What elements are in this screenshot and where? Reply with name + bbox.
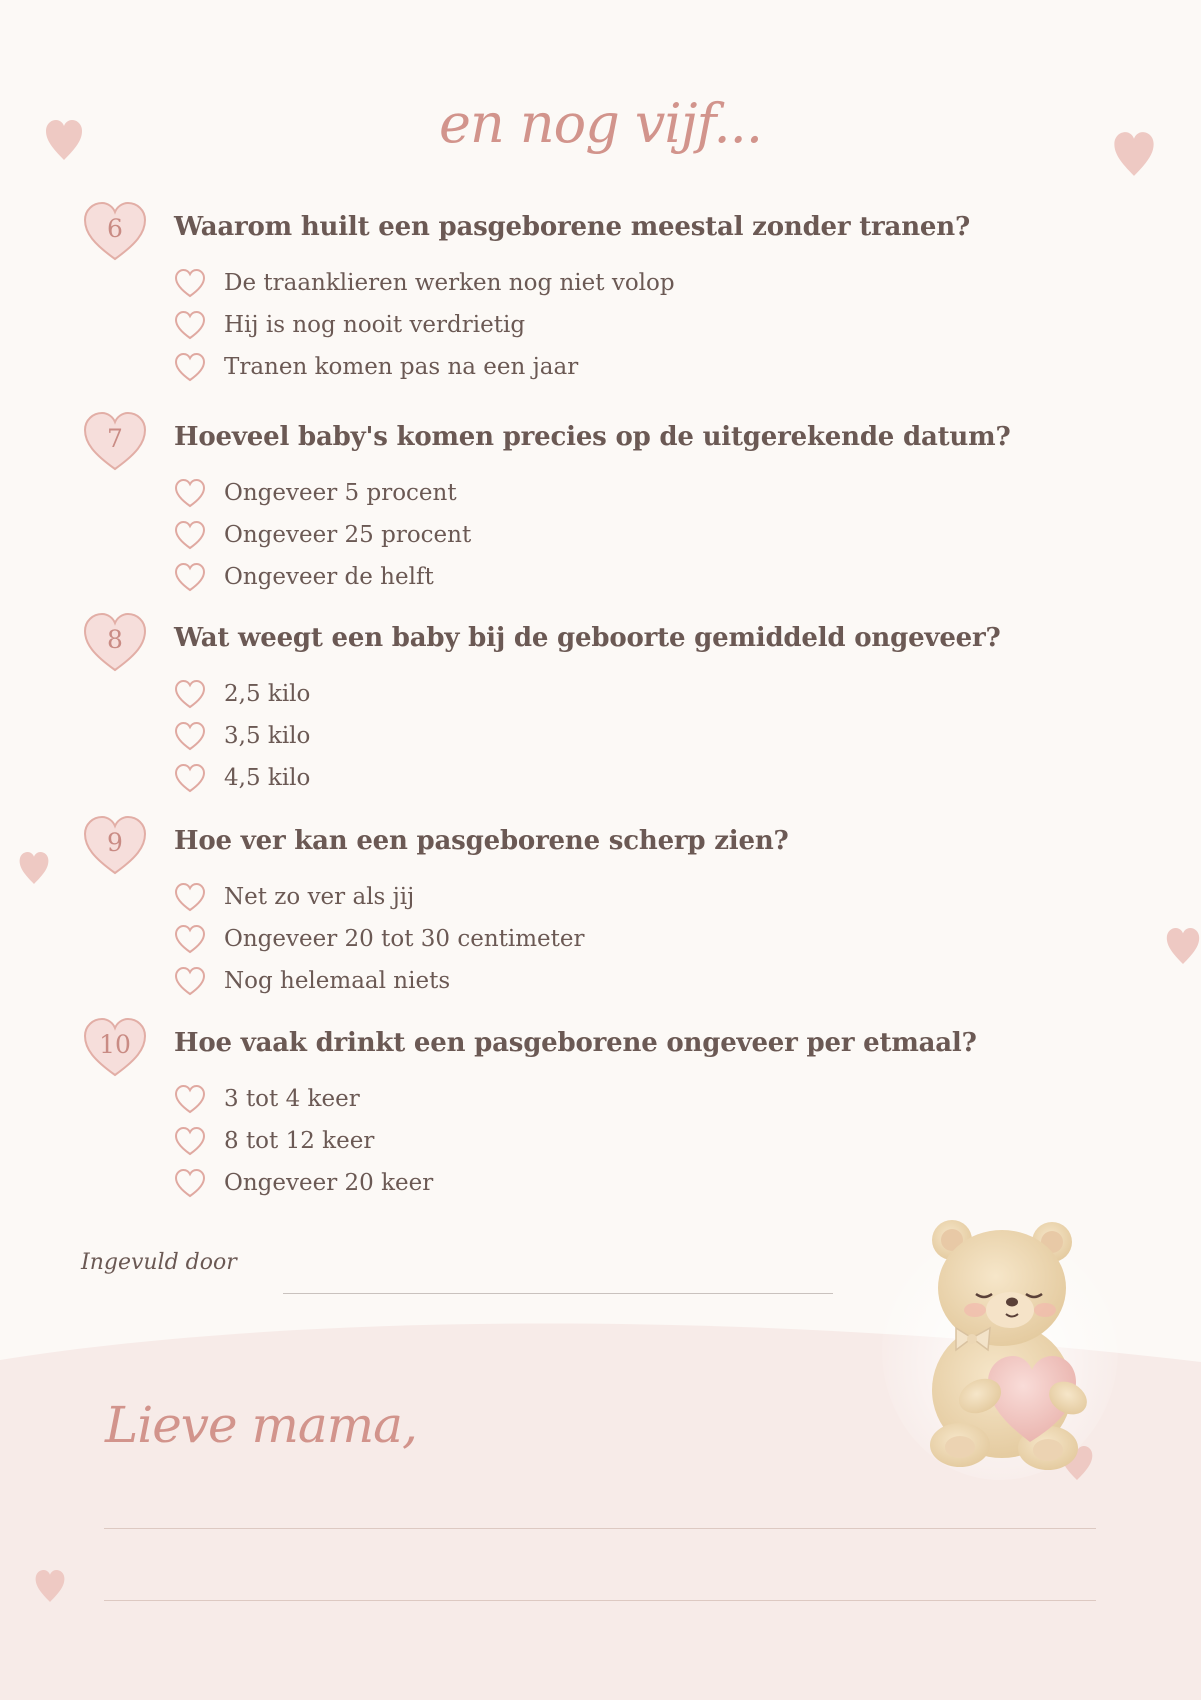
question-text: Hoe ver kan een pasgeborene scherp zien? bbox=[174, 826, 789, 856]
heart-checkbox-icon[interactable] bbox=[174, 882, 206, 912]
answer-option-label: Nog helemaal niets bbox=[224, 968, 451, 994]
heart-checkbox-icon[interactable] bbox=[174, 924, 206, 954]
heart-checkbox-icon[interactable] bbox=[174, 1168, 206, 1198]
question-text: Hoeveel baby's komen precies op de uitgerekende datum? bbox=[174, 422, 1011, 452]
heart-checkbox-icon[interactable] bbox=[174, 679, 206, 709]
heart-icon bbox=[18, 850, 50, 886]
answer-option-label: Ongeveer 25 procent bbox=[224, 522, 472, 548]
answer-option-label: Ongeveer de helft bbox=[224, 564, 434, 590]
writing-line-2[interactable] bbox=[104, 1600, 1096, 1601]
heart-checkbox-icon[interactable] bbox=[174, 268, 206, 298]
question-number: 10 bbox=[99, 1030, 131, 1059]
answer-option-label: 3 tot 4 keer bbox=[224, 1086, 360, 1112]
answer-option-label: Net zo ver als jij bbox=[224, 884, 415, 910]
heart-checkbox-icon[interactable] bbox=[174, 352, 206, 382]
question-number-heart-icon bbox=[82, 200, 148, 262]
heart-checkbox-icon[interactable] bbox=[174, 966, 206, 996]
answer-option-label: 2,5 kilo bbox=[224, 681, 311, 707]
answer-option-label: Hij is nog nooit verdrietig bbox=[224, 312, 526, 338]
heart-checkbox-icon[interactable] bbox=[174, 763, 206, 793]
question-text: Wat weegt een baby bij de geboorte gemiddeld ongeveer? bbox=[174, 623, 1001, 653]
page-title: en nog vijf... bbox=[439, 92, 762, 155]
heart-checkbox-icon[interactable] bbox=[174, 520, 206, 550]
filled-by-label: Ingevuld door bbox=[81, 1250, 237, 1275]
heart-checkbox-icon[interactable] bbox=[174, 721, 206, 751]
heart-checkbox-icon[interactable] bbox=[174, 310, 206, 340]
question-number: 6 bbox=[107, 214, 123, 243]
question-number: 9 bbox=[107, 828, 123, 857]
writing-line-1[interactable] bbox=[104, 1528, 1096, 1529]
answer-option-label: 4,5 kilo bbox=[224, 765, 311, 791]
filled-by-line[interactable] bbox=[283, 1293, 833, 1294]
teddy-bear-illustration bbox=[880, 1200, 1120, 1480]
answer-option-label: 3,5 kilo bbox=[224, 723, 311, 749]
question-text: Waarom huilt een pasgeborene meestal zonder tranen? bbox=[174, 212, 970, 242]
question-text: Hoe vaak drinkt een pasgeborene ongeveer per etmaal? bbox=[174, 1028, 977, 1058]
answer-option-label: Ongeveer 5 procent bbox=[224, 480, 457, 506]
heart-checkbox-icon[interactable] bbox=[174, 1084, 206, 1114]
answer-option-label: De traanklieren werken nog niet volop bbox=[224, 270, 675, 296]
answer-option-label: Ongeveer 20 keer bbox=[224, 1170, 434, 1196]
question-number-heart-icon bbox=[82, 410, 148, 472]
answer-option-label: Ongeveer 20 tot 30 centimeter bbox=[224, 926, 585, 952]
heart-icon bbox=[1165, 925, 1201, 967]
question-number-heart-icon bbox=[82, 611, 148, 673]
question-number: 8 bbox=[107, 625, 123, 654]
question-number-heart-icon bbox=[82, 814, 148, 876]
heart-checkbox-icon[interactable] bbox=[174, 478, 206, 508]
heart-checkbox-icon[interactable] bbox=[174, 1126, 206, 1156]
heart-checkbox-icon[interactable] bbox=[174, 562, 206, 592]
answer-option-label: Tranen komen pas na een jaar bbox=[224, 354, 579, 380]
heart-icon bbox=[34, 1568, 66, 1604]
question-number: 7 bbox=[107, 424, 123, 453]
letter-title: Lieve mama, bbox=[105, 1396, 417, 1454]
answer-option-label: 8 tot 12 keer bbox=[224, 1128, 375, 1154]
question-number-heart-icon bbox=[82, 1016, 148, 1078]
